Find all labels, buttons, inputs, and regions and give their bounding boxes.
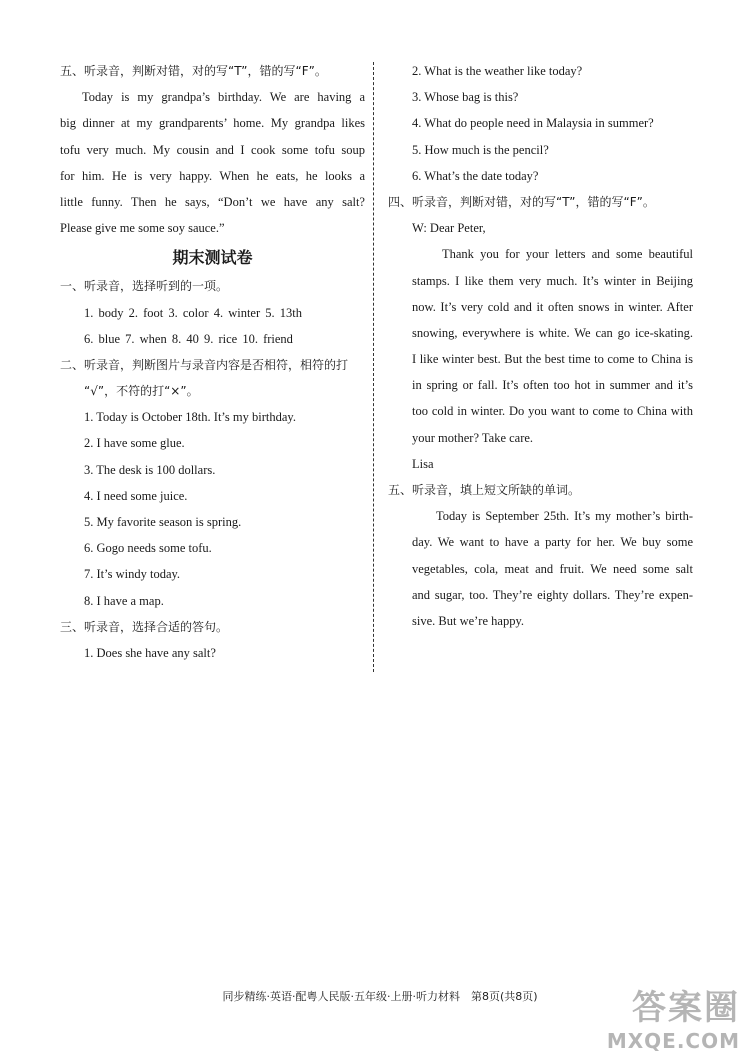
right-column bbox=[388, 58, 693, 634]
q4-heading: 四、听录音，判断对错，对的写“T”，错的写“F”。 bbox=[388, 194, 655, 209]
passage-line: big dinner at my grandparents’ home. My grandpa likes bbox=[60, 116, 365, 131]
watermark-logo-text: 答案圈 bbox=[632, 988, 740, 1028]
left-column bbox=[60, 58, 365, 666]
q3-item: 1. Does she have any salt? bbox=[84, 645, 216, 660]
q2-item: 7. It’s windy today. bbox=[84, 567, 181, 582]
passage-line: Please give me some soy sauce.” bbox=[60, 221, 225, 236]
q3-item: 5. How much is the pencil? bbox=[412, 142, 549, 157]
letter-line: in spring or fall. It’s often too hot in summer and it’s bbox=[412, 378, 693, 393]
q2-item: 8. I have a map. bbox=[84, 593, 164, 608]
section5-heading: 五、听录音，判断对错，对的写“T”，错的写“F”。 bbox=[60, 64, 327, 78]
column-divider bbox=[373, 62, 374, 672]
q3-heading: 三、听录音，选择合适的答句。 bbox=[60, 619, 229, 634]
watermark-url: MXQE.COM bbox=[606, 1029, 740, 1053]
letter-signature: Lisa bbox=[412, 456, 434, 471]
q2-heading-line2: “√”，不符的打“×”。 bbox=[84, 384, 199, 399]
passage-line: and sugar, too. They’re eighty dollars. They’re expen- bbox=[412, 587, 693, 602]
passage-line: for him. He is very happy. When he eats, he looks a bbox=[60, 168, 365, 183]
letter-line: Thank you for your letters and some beautiful bbox=[442, 247, 693, 262]
q1-options-row2: 6. blue 7. when 8. 40 9. rice 10. friend bbox=[84, 331, 293, 346]
letter-greeting: W: Dear Peter, bbox=[412, 221, 486, 236]
letter-line: snowing, everywhere is white. We can go ice-skating. bbox=[412, 325, 693, 340]
q1-heading: 一、听录音，选择听到的一项。 bbox=[60, 279, 229, 294]
q2-item: 1. Today is October 18th. It’s my birthday. bbox=[84, 410, 296, 425]
q2-item: 4. I need some juice. bbox=[84, 488, 188, 503]
q1-options-row1: 1. body 2. foot 3. color 4. winter 5. 13th bbox=[84, 305, 302, 320]
passage-line: tofu very much. My cousin and I cook some tofu soup bbox=[60, 142, 365, 157]
q2-item: 6. Gogo needs some tofu. bbox=[84, 541, 212, 556]
passage-line: day. We want to have a party for her. We buy some bbox=[412, 535, 693, 550]
q3-item: 3. Whose bag is this? bbox=[412, 90, 519, 105]
passage-mother-birthday bbox=[388, 503, 693, 634]
passage-line: Today is my grandpa’s birthday. We are having a bbox=[82, 90, 365, 105]
passage-line: vegetables, cola, meat and fruit. We need some salt bbox=[412, 561, 693, 576]
page-footer: 同步精练·英语·配粤人民版·五年级·上册·听力材料 第8页(共8页) bbox=[222, 990, 538, 1003]
q2-heading-line1: 二、听录音，判断图片与录音内容是否相符，相符的打 bbox=[60, 357, 349, 372]
q3-item: 6. What’s the date today? bbox=[412, 168, 539, 183]
letter-line: too cold in winter. Do you want to come to China with bbox=[412, 404, 693, 419]
q2-item: 2. I have some glue. bbox=[84, 436, 185, 451]
passage-grandpa-birthday bbox=[60, 84, 365, 241]
q3-item: 4. What do people need in Malaysia in summer? bbox=[412, 116, 654, 131]
q2-item: 3. The desk is 100 dollars. bbox=[84, 462, 216, 477]
letter-body bbox=[388, 241, 693, 451]
letter-line: now. It’s very cold and it often snows in winter. After bbox=[412, 299, 693, 314]
passage-line: Today is September 25th. It’s my mother’s birth- bbox=[436, 509, 693, 524]
exam-title: 期末测试卷 bbox=[172, 248, 253, 268]
site-watermark bbox=[607, 980, 740, 1053]
passage-line: little funny. Then he says, “Don’t we have any salt? bbox=[60, 194, 365, 209]
letter-line: stamps. I like them very much. It’s winter in Beijing bbox=[412, 273, 693, 288]
q2-item: 5. My favorite season is spring. bbox=[84, 515, 242, 529]
q5-heading: 五、听录音，填上短文所缺的单词。 bbox=[388, 483, 581, 497]
letter-line: I like winter best. But the best time to come to China is bbox=[412, 352, 693, 367]
passage-line: sive. But we’re happy. bbox=[412, 613, 525, 628]
q3-item: 2. What is the weather like today? bbox=[412, 64, 583, 78]
letter-line: your mother? Take care. bbox=[412, 430, 534, 445]
